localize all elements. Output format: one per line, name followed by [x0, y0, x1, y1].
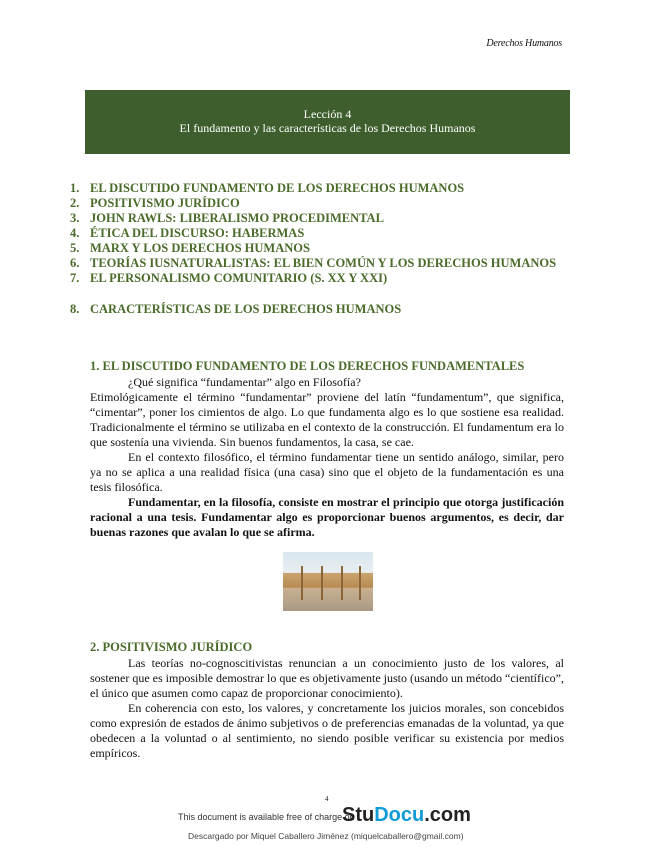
- construction-photo: [283, 552, 373, 611]
- toc-item[interactable]: 6. TEORÍAS IUSNATURALISTAS: EL BIEN COMÚN Y LOS DERECHOS HUMANOS: [70, 256, 557, 270]
- paragraph: Las teorías no-cognoscitivistas renuncian a un conocimiento justo de los valores, al sostener que es imposible demostrar lo que es objetivamente justo (usando un método “científico”, el único que asumen como capaz de proporcionar conocimiento).: [90, 656, 564, 700]
- paragraph: ¿Qué significa “fundamentar” algo en Filosofía?: [128, 375, 361, 389]
- lesson-number: Lección 4: [303, 107, 352, 121]
- download-attribution: Descargado por Miquel Caballero Jiménez (miquelcaballero@gmail.com): [188, 831, 464, 841]
- paragraph: En coherencia con esto, los valores, y concretamente los juicios morales, son concebidos como expresión de estados de ánimo subjetivos o de preferencias emanadas de la voluntad, ya que obedecen a la voluntad o al sentimiento, no siendo posible verificar su existencia por medios empíricos.: [90, 701, 564, 760]
- lesson-banner: [85, 90, 570, 154]
- footer-availability-text: This document is available free of charge on: [178, 812, 355, 822]
- toc-item[interactable]: 8. CARACTERÍSTICAS DE LOS DERECHOS HUMANOS: [70, 302, 402, 316]
- paragraph-emphasis: Fundamentar, en la filosofía, consiste en mostrar el principio que otorga justificación racional a una tesis. Fundamentar algo es proporcionar buenos argumentos, es decir, dar buenas razones que avalan lo que se afirma.: [90, 495, 564, 539]
- lesson-subtitle: El fundamento y las características de los Derechos Humanos: [179, 121, 476, 135]
- studocu-logo[interactable]: StuDocu.com: [342, 804, 471, 826]
- section-2-heading: 2. POSITIVISMO JURÍDICO: [90, 640, 253, 654]
- section-1-body: [90, 375, 564, 540]
- toc-item[interactable]: 7. EL PERSONALISMO COMUNITARIO (S. XX Y XXI): [70, 271, 388, 285]
- page-number: 4: [325, 795, 329, 803]
- running-header: Derechos Humanos: [486, 38, 562, 49]
- table-of-contents: [70, 181, 565, 317]
- paragraph: En el contexto filosófico, el término fundamentar tiene un sentido análogo, similar, pero ya no se aplica a una realidad física (una casa) sino que el objeto de la fundamentación es una tesis filosófica.: [90, 450, 564, 494]
- section-1-heading: 1. EL DISCUTIDO FUNDAMENTO DE LOS DERECHOS FUNDAMENTALES: [90, 359, 525, 373]
- toc-item[interactable]: 2. POSITIVISMO JURÍDICO: [70, 196, 240, 210]
- toc-item[interactable]: 5. MARX Y LOS DERECHOS HUMANOS: [70, 241, 310, 255]
- toc-item[interactable]: 3. JOHN RAWLS: LIBERALISMO PROCEDIMENTAL: [70, 211, 384, 225]
- toc-item[interactable]: 4. ÉTICA DEL DISCURSO: HABERMAS: [70, 226, 305, 240]
- paragraph: Etimológicamente el término “fundamentar” proviene del latín “fundamentum”, que significa, “cimentar”, poner los cimientos de algo. Lo que fundamenta algo es lo que sostiene esa realidad. Tradicionalmente el término se utilizaba en el contexto de la construcción. El fundamentum era lo que sostenía una vivienda. Sin buenos fundamentos, la casa, se cae.: [90, 390, 564, 449]
- section-2-body: [90, 656, 564, 761]
- toc-item[interactable]: 1. EL DISCUTIDO FUNDAMENTO DE LOS DERECHOS HUMANOS: [70, 181, 465, 195]
